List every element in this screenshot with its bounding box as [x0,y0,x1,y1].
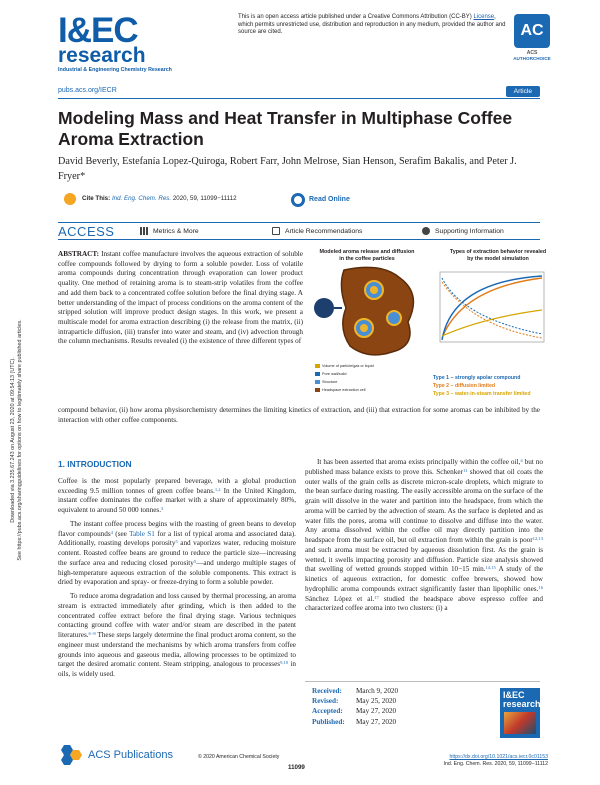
metrics-label: Metrics & More [153,227,199,235]
recommendations-link[interactable] [272,227,362,235]
ref-link[interactable]: 17 [374,594,379,600]
metrics-icon [140,227,148,235]
cite-journal[interactable]: Ind. Eng. Chem. Res. [111,195,172,202]
recommendations-label: Article Recommendations [285,227,363,235]
legend-swatch-3 [315,380,320,384]
text-run: for a list of typical aroma and associated data). Additionally, roasting develops porosity [58,529,296,548]
ref-link[interactable]: 5 [193,558,197,564]
ref-link[interactable]: 14,15 [485,565,496,571]
cover-title: I&EC research [503,690,541,709]
cite-label: Cite This: [82,195,111,202]
body-right-column [305,458,543,618]
abstract-continuation: compound behavior, (ii) how aroma physisorchemistry determines the limiting kinetics of extraction, and (iii) that extraction for some aromas can be inhibited by the interaction with other coffee components. [58,406,540,424]
ref-link[interactable]: 1,2 [214,486,221,492]
intro-paragraph-4 [305,458,543,614]
doi-link[interactable]: https://dx.doi.org/10.1021/acs.iecr.0c01153 [449,754,548,760]
article-dates [312,686,398,727]
authorchoice-top: ACS [526,50,538,56]
text-run: Coffee is the most popularly prepared beverage, with a global production exceeding 9.5 million tonnes of green coffee beans. [58,476,296,495]
revised-row [312,696,398,706]
cover-image [504,712,536,734]
ac-badge: AC [514,14,550,48]
journal-url[interactable]: pubs.acs.org/IECR [58,87,117,94]
published-row [312,717,398,727]
article-title: Modeling Mass and Heat Transfer in Multiphase Coffee Aroma Extraction [58,108,513,149]
cite-icon [64,193,76,205]
download-notice [2,230,32,650]
abstract-text: Instant coffee manufacture involves the aqueous extraction of soluble coffee compounds followed by drying to form a soluble powder. Loss of volatile aroma compounds during concentration through evaporation can lower product quality. One method of retaining aroma is to steam-strip volatiles from the coffee and add them back to a concentrated coffee solution before the final drying stage. A better understanding of the impact of process conditions on the aroma content of the stripped solution will improve product design stages. In this work, we present a multiscale model for aroma extraction describing (i) the release from the matrix, (ii) intraparticle diffusion, (iii) transfer into water and steam, and (iv) advection through the column mechanisms. Results revealed (i) the existence of three different types of [58,250,303,346]
abstract [58,250,303,347]
text-run: showed that oil coats the outer walls of the grain cells as discrete micron-scale droplets, which migrate to the bean surface during roasting. The easily accessible aroma on the surface of the grain will dissolve in the water and partition into the headspace, from which the aroma will be carried by the advection of steam. As the surface is depleted and as water fills the pores, aroma will continue to dissolve and diffuse into the water. Any aroma dissolved within the coffee oil may directly partition into the headspace from the surface oil, but oil extraction from within the grain is poor [305,467,543,544]
supporting-info-label: Supporting Information [435,227,504,235]
oa-text-after: , which permits unrestricted use, distribution and reproduction in any medium, provided the author and source are cited. [238,14,506,35]
header-rule [58,98,540,99]
text-run: In the United Kingdom, instant coffee dominates the coffee market with a share of approximately 80%, equivalent to around 50 000 tonnes. [58,486,296,514]
read-online-button[interactable] [291,191,350,208]
read-online-icon [291,193,305,207]
author-list: David Beverly, Estefanía Lopez-Quiroga, Robert Farr, John Melrose, Sian Henson, Serafim Bakalis, and Peter J. Fryer* [58,156,517,182]
toc-left-caption: Modeled aroma release and diffusion in the coffee particles [319,249,415,262]
ref-link[interactable]: 5 [175,539,178,545]
intro-paragraph-2 [58,520,296,588]
legend-swatch-1 [315,364,320,368]
toc-legend-type2: Type 2 − diffusion limited [433,383,496,389]
acs-authorchoice-logo [510,50,554,61]
text-run: and vaporizes water, reducing moisture content. Roasted coffee beans are ground to reduce the particle size—increasing the surface area and reducing closed porosity [58,539,296,567]
authorchoice-bottom: AUTHORCHOICE [513,56,551,61]
journal-cover-thumbnail[interactable] [500,688,540,738]
toc-legend-type3: Type 3 − water-in-steam transfer limited [433,391,531,397]
text-run: in oils, is widely used. [58,660,296,678]
ref-link[interactable]: 6−8 [88,631,96,636]
dates-rule [305,681,540,682]
recommendations-icon [272,227,280,235]
accepted-row [312,706,398,716]
ref-link[interactable]: 3 [161,506,164,511]
abstract-label: ABSTRACT: [58,250,100,258]
text-run: To reduce aroma degradation and loss caused by thermal processing, an aroma stream is extracted immediately after grinding, which is then added to the concentrated coffee extract before the final drying stage. Various techniques contacting ground coffee with water and/or steam are described in the patent literatures. [58,592,296,639]
toc-legend-left-4: Headspace extraction cell [322,388,366,392]
doi-block [430,754,548,768]
oil-droplet-2 [360,324,368,332]
page-number: 11099 [288,764,305,771]
toc-legend-left-3: Structure [322,380,338,384]
toc-legend-left-2: Pore wall/solid [322,372,347,376]
text-run: These steps largely determine the final product aroma content, so the engineer must understand the mechanisms by which aroma transfers from coffee grounds into aqueous and gaseous media, allowing processes to be optimized to target the desired aromatic content. Steam stripping, analogous to processes [58,631,296,669]
intro-paragraph-1 [58,477,296,516]
ref-link[interactable]: 12,13 [532,536,543,541]
body-left-column [58,458,296,684]
download-notice-line1: Downloaded via 3.235.67.243 on August 23, 2020 at 09:54:13 (UTC). [10,357,16,523]
received-row [312,686,398,696]
coffee-particle [341,267,413,355]
text-run: The instant coffee process begins with the roasting of green beans to develop flavor compounds [58,519,296,538]
text-run: (see [112,529,130,538]
legend-swatch-2 [315,372,320,376]
oa-text-before: This is an open access article published under a Creative Commons Attribution (CC-BY) [238,14,474,20]
text-run: studied the headspace above espresso coffee and characterized coffee aroma into two clusters: (i) a [305,594,543,613]
metrics-link[interactable] [140,227,199,235]
text-run: A study of the kinetics of aqueous extraction, for domestic coffee brewers, showed how hydrophilic aroma compounds extract significantly faster than lipophilic ones. [305,565,543,593]
accepted-date: May 27, 2020 [356,707,397,716]
ref-link[interactable]: 16 [538,584,543,590]
access-bar [58,222,540,240]
open-access-notice [238,14,508,37]
intro-paragraph-3 [58,592,296,680]
text-run: Sánchez López et al. [305,594,375,603]
read-online-label: Read Online [309,196,350,203]
steam-source-dot [314,298,334,318]
published-date: May 27, 2020 [356,717,397,726]
ref-link[interactable]: 4 [110,529,113,535]
published-label: Published: [312,717,345,726]
text-run: It has been asserted that aroma exists principally within the coffee oil, [317,458,521,466]
toc-legend-type1: Type 1 − strongly apolar compound [433,375,521,381]
ref-link[interactable]: 9,10 [280,660,289,666]
legend-swatch-4 [315,388,320,392]
supporting-info-icon [422,227,430,235]
logo-main: I&EC [58,11,138,50]
url-bar [58,86,540,98]
text-run: —and undergo multiple stages of high-temperature aqueous extraction of the soluble components. This extract is dried by evaporation and spray- or freeze-drying to form a soluble powder. [58,558,296,587]
toc-legend-left-1: Volume of particle/gas or liquid [322,364,374,368]
page-footer [58,742,548,778]
logo-research: research [58,44,146,67]
received-label: Received: [312,687,342,695]
revised-date: May 25, 2020 [356,697,397,706]
article-type-badge: Article [506,86,540,97]
revised-label: Revised: [312,697,339,706]
cite-text [82,195,237,202]
copyright: © 2020 American Chemical Society [198,754,280,760]
graphical-abstract [312,248,547,403]
cite-row [58,191,540,209]
toc-right-caption: Types of extraction behavior revealed by the model simulation [449,249,547,262]
acs-publications-label: ACS Publications [88,749,173,761]
download-notice-line2: See https://pubs.acs.org/sharingguidelines for options on how to legitimately share published articles. [17,319,23,561]
license-link[interactable]: License [473,14,495,20]
access-label: ACCESS [58,224,115,239]
ref-link[interactable]: 4 [520,458,523,463]
received-date: March 9, 2020 [356,687,399,695]
accepted-label: Accepted: [312,707,343,716]
oil-droplet-1 [370,286,378,294]
pore-circle-3 [387,311,401,325]
logo-subtitle: Industrial & Engineering Chemistry Research [58,67,172,73]
text-run: and such aroma must be extracted by aqueous dissolution first. As the grain is wetted, it swells impacting porosity and diffusion. Particle size analysis showed that swelling of wetted grounds stopped within 10−15 min. [305,545,543,574]
type1-curve-decay [442,278,542,334]
table-s1-link[interactable]: Table S1 [129,529,155,538]
acs-logo-icon [58,744,84,766]
toc-plot-frame [440,272,544,342]
section-heading-introduction: 1. INTRODUCTION [58,459,132,469]
journal-logo [58,11,172,73]
ref-link[interactable]: 11 [462,467,468,473]
supporting-info-link[interactable] [422,227,504,235]
cite-ref: 2020, 59, 11099−11112 [171,195,237,202]
footer-citation: Ind. Eng. Chem. Res. 2020, 59, 11099−11112 [443,761,548,767]
text-run: but no published mass balance exists to prove this. Schenker [305,458,544,476]
